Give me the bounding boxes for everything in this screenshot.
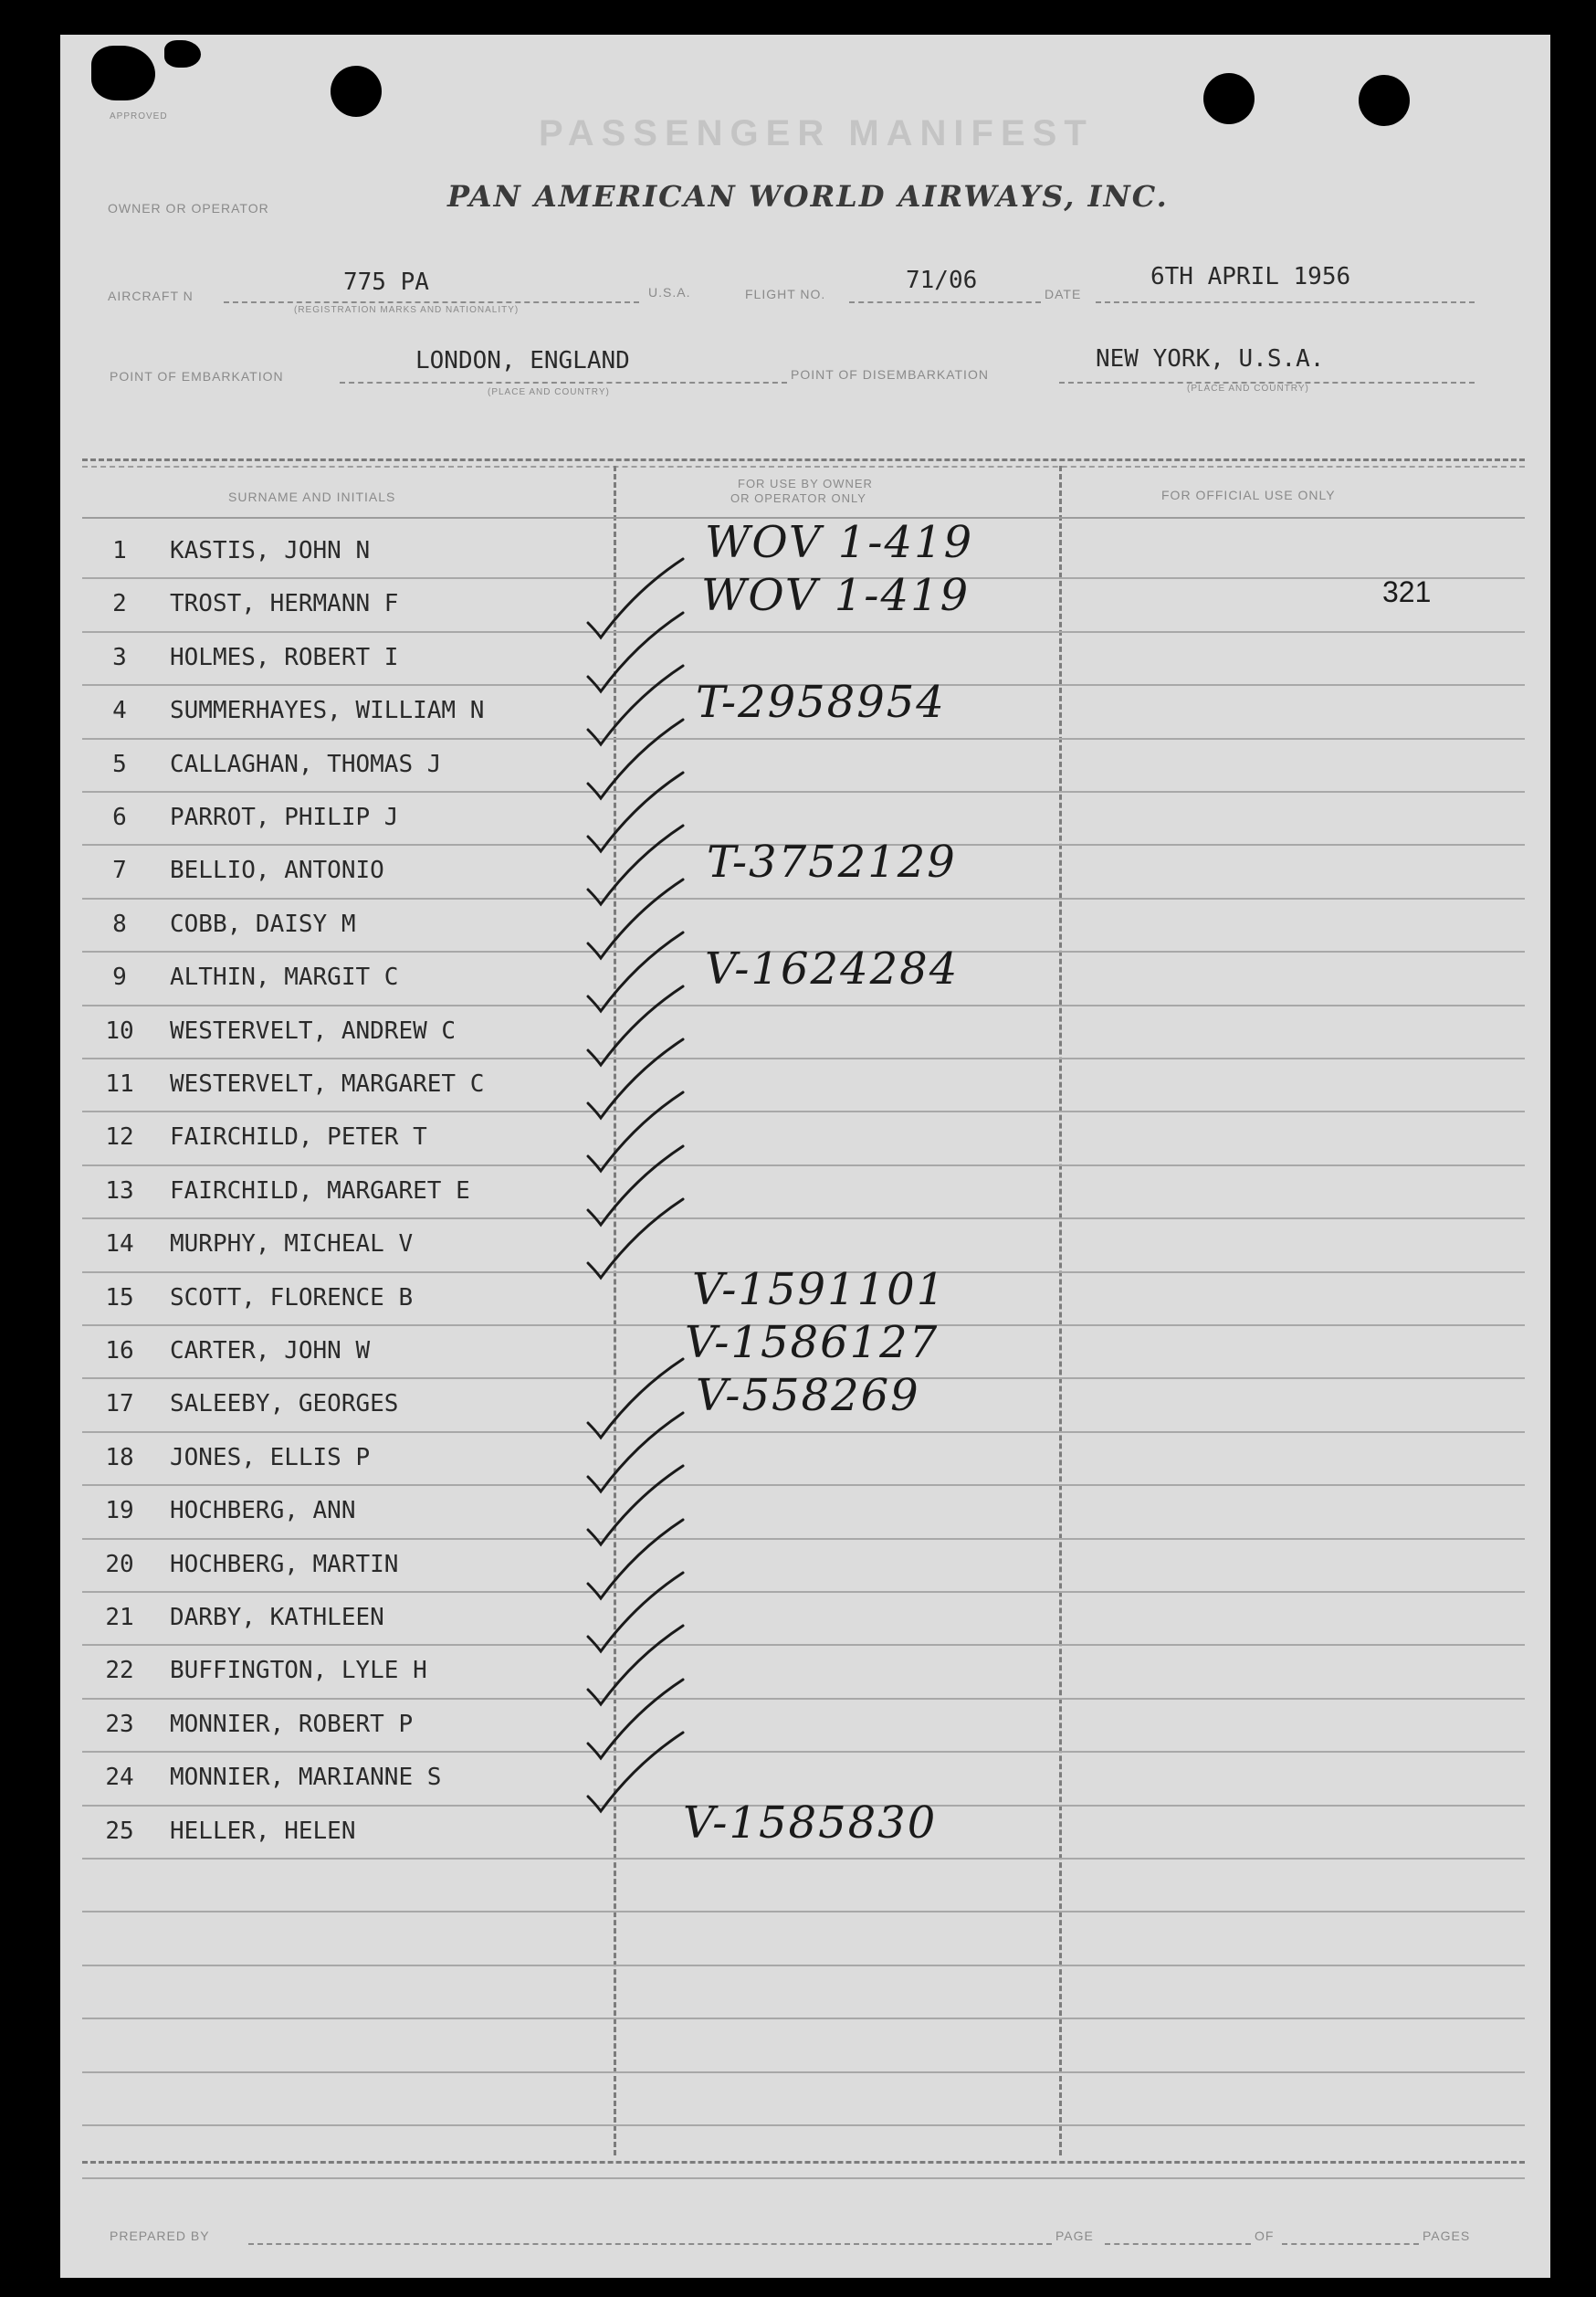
row-number: 12	[105, 1123, 134, 1151]
passenger-name: MURPHY, MICHEAL V	[170, 1230, 414, 1258]
document-number-handwritten: V-1585830	[683, 1797, 938, 1849]
owner-label: OWNER OR OPERATOR	[108, 201, 269, 216]
document-number-handwritten: T-3752129	[707, 837, 957, 888]
page-line	[1105, 2243, 1251, 2245]
disembark-value: NEW YORK, U.S.A.	[1096, 345, 1325, 373]
row-number: 20	[105, 1551, 134, 1578]
row-number: 23	[105, 1711, 134, 1738]
page-label: PAGE	[1055, 2229, 1094, 2243]
passenger-name: HOLMES, ROBERT I	[170, 644, 399, 671]
col-owner-use-2: OR OPERATOR ONLY	[730, 491, 866, 505]
form-title: PASSENGER MANIFEST	[539, 113, 1094, 153]
document-number-handwritten: V-1586127	[685, 1317, 940, 1368]
document-number-handwritten: T-2958954	[696, 677, 946, 728]
document-number-handwritten: V-1591101	[692, 1264, 947, 1315]
punch-hole-right-1	[1203, 73, 1255, 124]
row-number: 19	[105, 1497, 134, 1524]
passenger-name: WESTERVELT, MARGARET C	[170, 1070, 485, 1098]
row-number: 4	[112, 697, 127, 724]
document-number-handwritten: V-558269	[696, 1370, 920, 1421]
row-rule	[82, 1644, 1525, 1646]
col-surname: SURNAME AND INITIALS	[228, 490, 396, 504]
flight-value: 71/06	[906, 267, 978, 294]
embark-note: (PLACE AND COUNTRY)	[488, 387, 610, 397]
document-number-handwritten: V-1624284	[705, 943, 960, 995]
date-value: 6TH APRIL 1956	[1150, 263, 1351, 290]
flight-line	[849, 301, 1041, 303]
passenger-name: SALEEBY, GEORGES	[170, 1390, 399, 1417]
document-number-handwritten: WOV 1-419	[701, 570, 971, 621]
row-rule	[82, 1111, 1525, 1112]
usa-label: U.S.A.	[648, 285, 691, 300]
passenger-name: CARTER, JOHN W	[170, 1337, 371, 1365]
row-rule	[82, 1751, 1525, 1753]
row-rule	[82, 791, 1525, 793]
torn-corner-2	[164, 40, 201, 68]
row-rule	[82, 2018, 1525, 2019]
row-rule	[82, 1217, 1525, 1219]
passenger-name: TROST, HERMANN F	[170, 590, 399, 617]
passenger-name: MONNIER, ROBERT P	[170, 1711, 414, 1738]
disembark-label: POINT OF DISEMBARKATION	[791, 367, 989, 382]
punch-hole-right-2	[1359, 75, 1410, 126]
aircraft-label: AIRCRAFT N	[108, 289, 194, 303]
of-label: OF	[1255, 2229, 1275, 2243]
passenger-name: JONES, ELLIS P	[170, 1444, 371, 1471]
passenger-name: CALLAGHAN, THOMAS J	[170, 751, 442, 778]
row-number: 18	[105, 1444, 134, 1471]
row-rule	[82, 2177, 1525, 2179]
row-rule	[82, 1164, 1525, 1166]
pages-label: PAGES	[1423, 2229, 1471, 2243]
passenger-name: WESTERVELT, ANDREW C	[170, 1017, 457, 1045]
passenger-name: SCOTT, FLORENCE B	[170, 1284, 414, 1312]
checkmark-icon	[581, 1194, 690, 1285]
table-top-rule	[82, 458, 1525, 461]
registration-note: (REGISTRATION MARKS AND NATIONALITY)	[294, 305, 520, 315]
row-number: 24	[105, 1764, 134, 1791]
passenger-name: KASTIS, JOHN N	[170, 537, 371, 564]
row-number: 21	[105, 1604, 134, 1631]
passenger-name: FAIRCHILD, PETER T	[170, 1123, 427, 1151]
passenger-name: MONNIER, MARIANNE S	[170, 1764, 442, 1791]
row-rule	[82, 1965, 1525, 1966]
aircraft-line	[224, 301, 639, 303]
row-rule	[82, 738, 1525, 740]
row-number: 6	[112, 804, 127, 831]
column-divider-2	[1059, 466, 1062, 2155]
torn-corner	[91, 46, 155, 100]
row-rule	[82, 1858, 1525, 1860]
row-rule	[82, 1698, 1525, 1700]
row-rule	[82, 1005, 1525, 1006]
table-top-rule-2	[82, 466, 1525, 468]
passenger-name: FAIRCHILD, MARGARET E	[170, 1177, 470, 1205]
row-rule	[82, 631, 1525, 633]
flight-label: FLIGHT NO.	[745, 287, 826, 301]
row-number: 1	[112, 537, 127, 564]
row-number: 16	[105, 1337, 134, 1365]
row-number: 25	[105, 1818, 134, 1845]
punch-hole-left	[331, 66, 382, 117]
prepared-line	[248, 2243, 1052, 2245]
row-rule	[82, 1484, 1525, 1486]
approved-label: APPROVED	[110, 111, 168, 121]
passenger-name: SUMMERHAYES, WILLIAM N	[170, 697, 485, 724]
row-number: 10	[105, 1017, 134, 1045]
aircraft-value: 775 PA	[343, 269, 429, 296]
passenger-name: ALTHIN, MARGIT C	[170, 964, 399, 991]
row-number: 15	[105, 1284, 134, 1312]
row-number: 3	[112, 644, 127, 671]
row-number: 17	[105, 1390, 134, 1417]
row-number: 11	[105, 1070, 134, 1098]
passenger-name: COBB, DAISY M	[170, 911, 356, 938]
row-number: 7	[112, 857, 127, 884]
passenger-name: PARROT, PHILIP J	[170, 804, 399, 831]
row-rule	[82, 1911, 1525, 1912]
passenger-name: BUFFINGTON, LYLE H	[170, 1657, 427, 1684]
row-rule	[82, 1591, 1525, 1593]
row-rule	[82, 1431, 1525, 1433]
date-label: DATE	[1045, 287, 1082, 301]
row-number: 14	[105, 1230, 134, 1258]
passenger-name: HOCHBERG, MARTIN	[170, 1551, 399, 1578]
disembark-note: (PLACE AND COUNTRY)	[1187, 384, 1309, 394]
passenger-name: HOCHBERG, ANN	[170, 1497, 356, 1524]
row-number: 2	[112, 590, 127, 617]
row-number: 5	[112, 751, 127, 778]
passenger-name: HELLER, HELEN	[170, 1818, 356, 1845]
owner-value: PAN AMERICAN WORLD AIRWAYS, INC.	[447, 179, 1169, 214]
date-line	[1096, 301, 1475, 303]
passenger-name: BELLIO, ANTONIO	[170, 857, 384, 884]
row-number: 22	[105, 1657, 134, 1684]
row-rule	[82, 1058, 1525, 1059]
passenger-name: DARBY, KATHLEEN	[170, 1604, 384, 1631]
col-official: FOR OFFICIAL USE ONLY	[1161, 488, 1336, 502]
of-line	[1282, 2243, 1419, 2245]
row-rule	[82, 898, 1525, 900]
document-number-handwritten: WOV 1-419	[705, 517, 974, 568]
table-bottom-rule	[82, 2161, 1525, 2164]
embark-line	[340, 382, 787, 384]
row-number: 8	[112, 911, 127, 938]
row-rule	[82, 2071, 1525, 2073]
row-number: 13	[105, 1177, 134, 1205]
col-owner-use-1: FOR USE BY OWNER	[738, 477, 873, 490]
checkmark-icon	[581, 1727, 690, 1818]
row-rule	[82, 1538, 1525, 1540]
row-rule	[82, 2124, 1525, 2126]
official-note: 321	[1382, 575, 1432, 608]
embark-label: POINT OF EMBARKATION	[110, 369, 284, 384]
row-number: 9	[112, 964, 127, 991]
prepared-label: PREPARED BY	[110, 2229, 210, 2243]
embark-value: LONDON, ENGLAND	[415, 347, 630, 374]
